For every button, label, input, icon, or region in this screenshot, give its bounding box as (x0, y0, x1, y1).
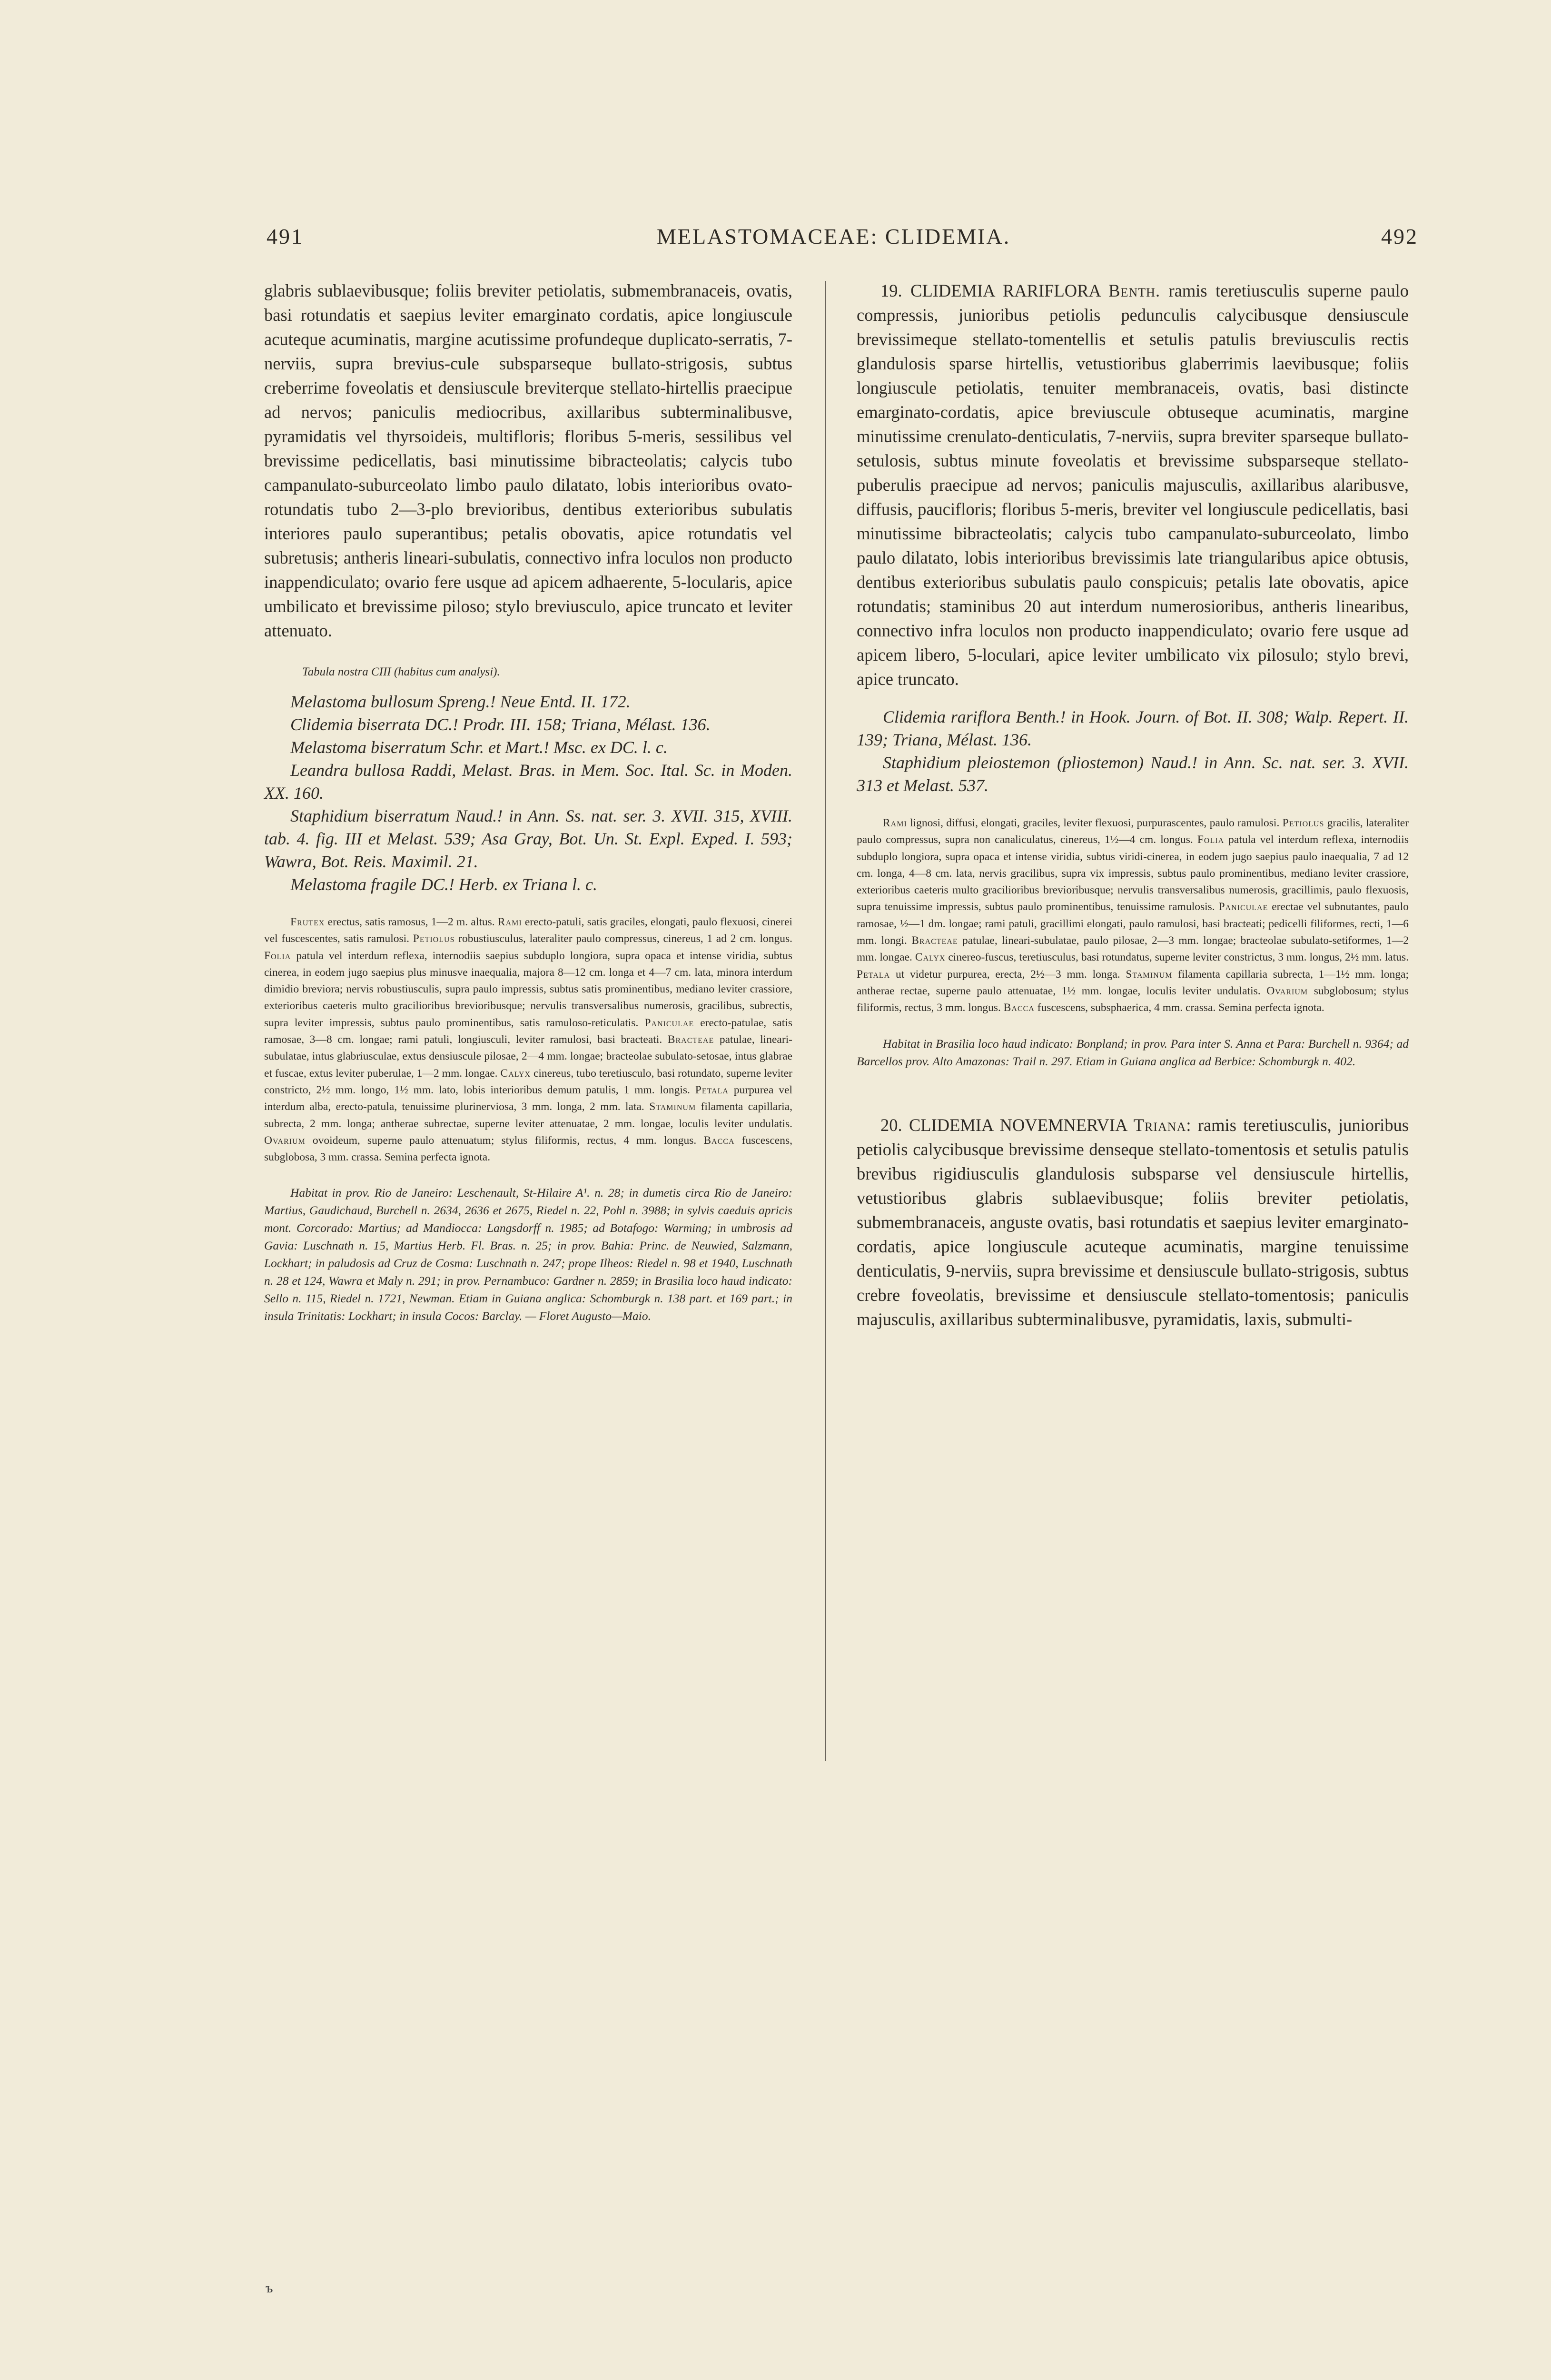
synonym-entry: Melastoma bullosum Spreng.! Neue Entd. II. 172. (290, 692, 631, 711)
species-number: 20. (880, 1115, 902, 1135)
synonym-entry: Clidemia biserrata DC.! Prodr. III. 158; Triana, Mélast. 136. (290, 715, 711, 734)
synonym-entry: Melastoma biserratum Schr. et Mart.! Msc. ex DC. l. c. (290, 738, 668, 757)
running-title: MELASTOMACEAE: CLIDEMIA. (657, 224, 1011, 248)
stray-print-mark: ъ (266, 2280, 273, 2296)
synonym-entry: Staphidium biserratum Naud.! in Ann. Ss. nat. ser. 3. XVII. 315, XVIII. tab. 4. fig. III et Melast. 539; Asa Gray, Bot. Un. St. Expl. Exped. I. 593; Wawra, Bot. Reis. Maximil. 21. (264, 806, 792, 871)
page-number-left: 491 (267, 224, 304, 248)
species-20-diagnosis (857, 1113, 1409, 1331)
synonym-entry: Leandra bullosa Raddi, Melast. Bras. in Mem. Soc. Ital. Sc. in Moden. XX. 160. (264, 761, 792, 803)
habitat-paragraph: Habitat in prov. Rio de Janeiro: Leschenault, St-Hilaire A¹. n. 28; in dumetis circa Rio de Janeiro: Martius, Gaudichaud, Burchell n. 2634, 2636 et 2675, Riedel n. 22, Pohl n. 3988; in sylvis caeduis apricis mont. Corcorado: Martius; ad Mandiocca: Langsdorff n. 1985; ad Botafogo: Warming; in umbrosis ad Gavia: Luschnath n. 15, Martius Herb. Fl. Bras. n. 25; in prov. Bahia: Princ. de Neuwied, Salzmann, Lockhart; in paludosis ad Cruz de Cosma: Luschnath n. 247; prope Ilheos: Riedel n. 98 et 1940, Luschnath n. 28 et 124, Wawra et Maly n. 291; in prov. Pernambuco: Gardner n. 2859; in Brasilia loco haud indicato: Sello n. 115, Riedel n. 1721, Newman. Etiam in Guiana anglica: Schomburgk n. 138 part. et 169 part.; in insula Trinitatis: Lockhart; in insula Cocos: Barclay. — Floret Augusto—Maio. (264, 1186, 792, 1323)
page-number-right: 492 (1381, 224, 1418, 248)
species-author: Triana (1133, 1115, 1186, 1135)
column-divider (825, 281, 826, 1761)
diagnosis-continuation: glabris sublaevibusque; foliis breviter petiolatis, submembranaceis, ovatis, basi rotundatis et saepius leviter emarginato cordatis, apice longiuscule acuteque acuminatis, margine acutissime profundeque duplicato-serratis, 7-nerviis, supra brevius-cule subsparseque bullato-strigosis, subtus creberrime foveolatis et densiuscule breviterque stellato-hirtellis praecipue ad nervos; paniculis mediocribus, axillaribus subterminalibusve, pyramidatis vel thyrsoideis, multifloris; floribus 5-meris, sessilibus vel brevissime pedicellatis, basi minutissime bibracteolatis; calycis tubo campanulato-suburceolato limbo paulo dilatato, lobis interioribus ovato-rotundatis tubo 2—3-plo brevioribus, dentibus exterioribus subulatis interiores paulo superantibus; petalis obovatis, apice rotundatis vel subretusis; antheris lineari-subulatis, connectivo infra loculos non producto inappendiculato; ovario fere usque ad apicem adhaerente, 5-locularis, apice umbilicato et brevissime piloso; stylo breviusculo, apice truncato et leviter attenuato. (264, 281, 792, 640)
species-description: Rami lignosi, diffusi, elongati, graciles, leviter flexuosi, purpurascentes, paulo ramulosi. Petiolus gracilis, lateraliter paulo compressus, supra non canaliculatus, cinereus, 1½—4 cm. longus. Folia patula vel interdum reflexa, internodiis subduplo longiora, supra opaca et intense viridia, subtus viridi-cinerea, in eodem jugo saepius paulo inaequalia, 7 ad 12 cm. longa, 4—8 cm. lata, nervis gracilibus, supra vix impressis, subtus paulo prominentibus, mediano leviter crassiore, exterioribus caeteris multo gracilioribus brevioribusque; nervulis transversalibus numerosis, gracillimis, paulo flexuosis, supra tenuissime impressis, subtus paulo prominentibus, tenuissime ramulosis. Paniculae erectae vel subnutantes, paulo ramosae, ½—1 dm. longae; rami patuli, gracillimi elongati, paulo ramulosi, basi bracteati; pedicelli filiformes, recti, 1—6 mm. longi. Bracteae patulae, lineari-subulatae, paulo pilosae, 2—3 mm. longae; bracteolae subulato-setiformes, 1—2 mm. longae. Calyx cinereo-fuscus, teretiusculus, basi rotundatus, superne leviter constrictus, 3 mm. longus, 2½ mm. latus. Petala ut videtur purpurea, erecta, 2½—3 mm. longa. Staminum filamenta capillaria subrecta, 1—1½ mm. longa; antherae rectae, superne paulo attenuatae, 1½ mm. longae, loculis leviter undulatis. Ovarium subglobosum; stylus filiformis, rectus, 3 mm. longus. Bacca fuscescens, subsphaerica, 4 mm. crassa. Semina perfecta ignota. (857, 817, 1409, 1014)
left-column (264, 278, 792, 1325)
right-column (857, 278, 1409, 1331)
diagnosis-text: ramis teretiusculis superne paulo compressis, junioribus petiolis pedunculis calycibusque densiuscule brevissimeque stellato-tomentellis et setulis patulis breviusculis rectis glandulosis sparse hirtellis, vetustioribus glaberrimis laevibusque; foliis longiuscule petiolatis, tenuiter membranaceis, ovatis, basi distincte emarginato-cordatis, apice breviuscule obtuseque acuminatis, margine minutissime crenulato-denticulatis, 7-nerviis, supra breviter sparseque bullato-setulosis, subtus minute foveolatis et brevissime subsparseque stellato-puberulis praecipue ad nervos; paniculis majusculis, axillaribus alaribusve, diffusis, paucifloris; floribus 5-meris, breviter vel longiuscule pedicellatis, basi minutissime bibracteolatis; calycis tubo campanulato-suburceolato, limbo paulo dilatato, lobis interioribus brevissimis late triangularibus apice obtusis, dentibus exterioribus subulatis paulo conspicuis; petalis late obovatis, apice rotundatis; staminibus 20 aut interdum numerosioribus, antheris linearibus, connectivo infra loculos non producto inappendiculato; ovario fere usque ad apicem libero, 5-loculari, apice leviter umbilicato vix pilosulo; stylo brevi, apice truncato. (857, 281, 1409, 689)
species-name: CLIDEMIA RARIFLORA (910, 281, 1100, 300)
synonym-entry: Staphidium pleiostemon (pliostemon) Naud.! in Ann. Sc. nat. ser. 3. XVII. 313 et Melast. 537. (857, 753, 1409, 795)
diagnosis-text: : ramis teretiusculis, junioribus petiolis calycibusque brevissime denseque stellato-tomentosis et setulis patulis brevibus rigidiusculis glandulosis subsparse vel densiuscule hirtellis, vetustioribus glabris sublaevibusque; foliis breviter petiolatis, submembranaceis, anguste ovatis, basi rotundatis et saepius leviter emarginato-cordatis, apice longiuscule acuteque acuminatis, margine tenuissime denticulatis, 9-nerviis, supra brevissime et densiuscule bullato-strigosis, subtus crebre foveolatis, brevissime et densiuscule stellato-tomentosis; paniculis majusculis, axillaribus subterminalibusve, pyramidatis, laxis, submulti- (857, 1115, 1409, 1329)
running-header (267, 224, 1418, 262)
habitat-paragraph: Habitat in Brasilia loco haud indicato: Bonpland; in prov. Para inter S. Anna et Para: Burchell n. 9364; ad Barcellos prov. Alto Amazonas: Trail n. 297. Etiam in Guiana anglica ad Berbice: Schomburgk n. 402. (857, 1036, 1409, 1068)
species-author: Benth. (1108, 281, 1161, 300)
species-number: 19. (880, 281, 902, 300)
species-description: Frutex erectus, satis ramosus, 1—2 m. altus. Rami erecto-patuli, satis graciles, elongati, paulo flexuosi, cinerei vel fuscescentes, satis ramulosi. Petiolus robustiusculus, lateraliter paulo compressus, cinereus, 1 ad 2 cm. longus. Folia patula vel interdum reflexa, internodiis saepius subduplo longiora, supra opaca et intense viridia, subtus cinerea, in eodem jugo saepius plus minusve inaequalia, majora 8—12 cm. longa et 4—7 cm. lata, minora interdum dimidio breviora; nervis robustiusculis, supra paulo impressis, subtus satis prominentibus, mediano leviter crassiore, exterioribus caeteris multo gracilioribus brevioribusque; nervulis transversalibus numerosis, gracilibus, subrectis, supra leviter impressis, subtus paulo prominentibus, satis ramuloso-reticulatis. Paniculae erecto-patulae, satis ramosae, 3—8 cm. longae; rami patuli, longiusculi, leviter ramulosi, basi bracteati. Bracteae patulae, lineari-subulatae, intus glabriusculae, extus densiuscule pilosae, 2—4 mm. longae; bracteolae subulato-setosae, intus glabrae et fuscae, extus leviter puberulae, 1—2 mm. longae. Calyx cinereus, tubo teretiusculo, basi rotundato, superne leviter constricto, 2½ mm. longo, 1½ mm. lato, lobis interioribus demum patulis, 1 mm. longis. Petala purpurea vel interdum alba, erecto-patula, tenuissime plurinerviosa, 3 mm. longa, 2 mm. lata. Staminum filamenta capillaria, subrecta, 2 mm. longa; antherae subrectae, superne leviter attenuatae, 2 mm. longae, loculis leviter undulatis. Ovarium ovoideum, superne paulo attenuatum; stylus filiformis, rectus, 4 mm. longus. Bacca fuscescens, subglobosa, 3 mm. crassa. Semina perfecta ignota. (264, 916, 792, 1164)
synonymy-list (857, 705, 1409, 797)
plate-caption: Tabula nostra CIII (habitus cum analysi). (302, 665, 500, 678)
species-name: CLIDEMIA NOVEMNERVIA (909, 1115, 1127, 1135)
synonymy-list (264, 690, 792, 896)
synonym-entry: Clidemia rariflora Benth.! in Hook. Journ. of Bot. II. 308; Walp. Repert. II. 139; Triana, Mélast. 136. (857, 707, 1409, 749)
synonym-entry: Melastoma fragile DC.! Herb. ex Triana l. c. (290, 875, 597, 894)
species-19-diagnosis (857, 278, 1409, 691)
